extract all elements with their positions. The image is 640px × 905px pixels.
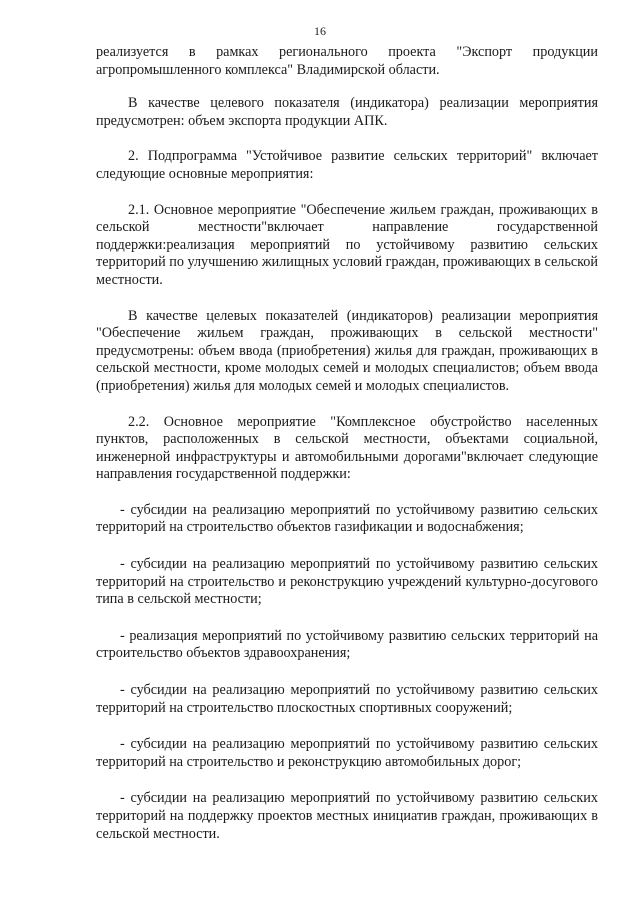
paragraph-continuation: реализуется в рамках регионального проекта "Экспорт продукции агропромышленного комплекса" Владимирской области. bbox=[96, 44, 598, 78]
paragraph-measure-2-2: 2.2. Основное мероприятие "Комплексное обустройство населенных пунктов, расположенных в сельской местности, объектами социальной, инженерной инфраструктуры и автомобильными дорогами"включает следующие направления государственной поддержки: bbox=[96, 413, 598, 483]
list-item-gasification: - субсидии на реализацию мероприятий по устойчивому развитию сельских территорий на строительство объектов газификации и водоснабжения; bbox=[96, 501, 598, 536]
paragraph-target-indicators-2-1: В качестве целевых показателей (индикаторов) реализации мероприятия "Обеспечение жильем граждан, проживающих в сельской местности" предусмотрены: объем ввода (приобретения) жилья для граждан, проживающих в сельской местности, кроме молодых семей и молодых специалистов; объем ввода (приобретения) жилья для молодых семей и молодых специалистов. bbox=[96, 307, 598, 394]
paragraph-subprogram-2: 2. Подпрограмма "Устойчивое развитие сельских территорий" включает следующие основные мероприятия: bbox=[96, 148, 598, 182]
list-item-local-initiatives: - субсидии на реализацию мероприятий по устойчивому развитию сельских территорий на поддержку проектов местных инициатив граждан, проживающих в сельской местности. bbox=[96, 790, 598, 842]
page-number: 16 bbox=[314, 24, 326, 38]
paragraph-target-indicator: В качестве целевого показателя (индикатора) реализации мероприятия предусмотрен: объем экспорта продукции АПК. bbox=[96, 95, 598, 129]
list-item-cultural-institutions: - субсидии на реализацию мероприятий по устойчивому развитию сельских территорий на строительство и реконструкцию учреждений культурно-досугового типа в сельской местности; bbox=[96, 556, 598, 608]
list-item-healthcare: - реализация мероприятий по устойчивому развитию сельских территорий на строительство объектов здравоохранения; bbox=[96, 627, 598, 662]
list-item-roads: - субсидии на реализацию мероприятий по устойчивому развитию сельских территорий на строительство и реконструкцию автомобильных дорог; bbox=[96, 736, 598, 770]
document-body bbox=[96, 44, 598, 862]
paragraph-measure-2-1: 2.1. Основное мероприятие "Обеспечение жильем граждан, проживающих в сельской местности"включает направление государственной поддержки:реализация мероприятий по устойчивому развитию сельских территорий по улучшению жилищных условий граждан, проживающих в сельской местности. bbox=[96, 201, 598, 288]
list-item-sports-facilities: - субсидии на реализацию мероприятий по устойчивому развитию сельских территорий на строительство плоскостных спортивных сооружений; bbox=[96, 682, 598, 716]
